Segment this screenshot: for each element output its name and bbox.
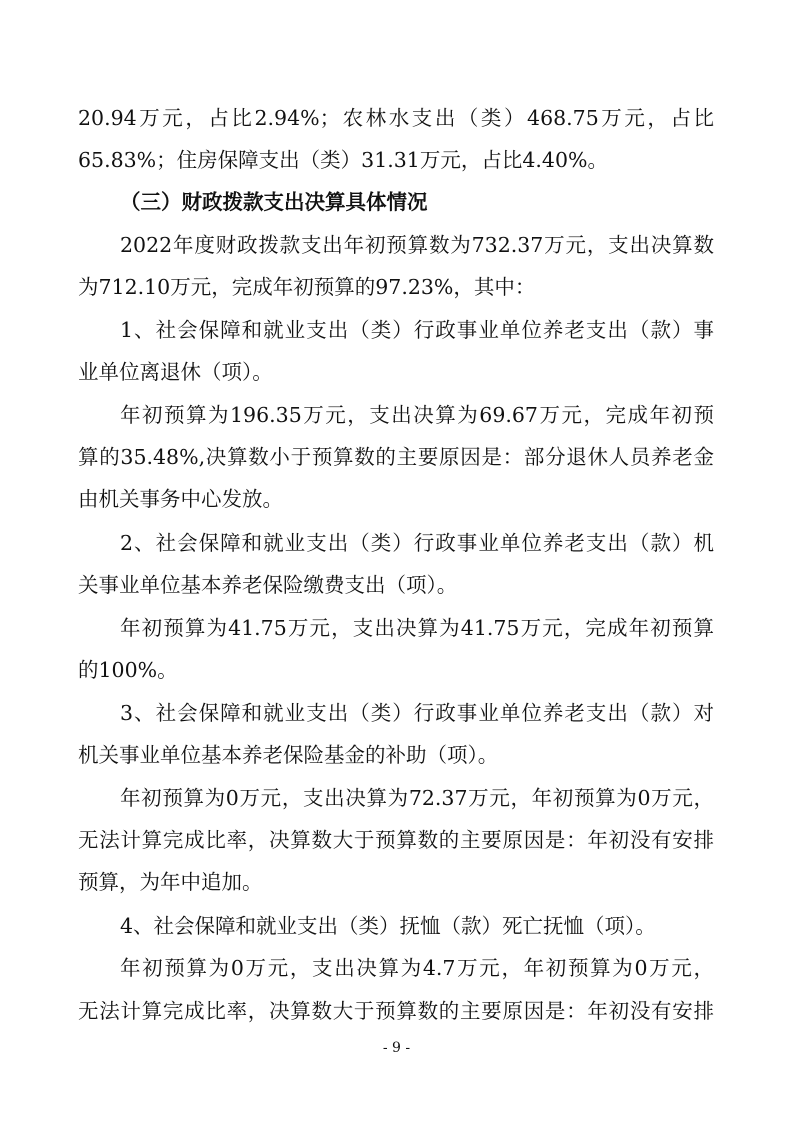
paragraph-line: 为712.10万元，完成年初预算的97.23%，其中： (78, 275, 536, 299)
section-heading: （三）财政拨款支出决算具体情况 (120, 190, 428, 214)
paragraph-line: 65.83%；住房保障支出（类）31.31万元，占比4.40%。 (78, 148, 608, 172)
paragraph-line: 2022年度财政拨款支出年初预算数为732.37万元，支出决算数 (120, 233, 714, 257)
paragraph-line: 2、社会保障和就业支出（类）行政事业单位养老支出（款）机 (120, 531, 714, 555)
paragraph-line: 业单位离退休（项）。 (78, 360, 273, 384)
paragraph-line: 年初预算为0万元，支出决算为72.37万元，年初预算为0万元， (120, 786, 714, 810)
paragraph-line: 的100%。 (78, 658, 178, 682)
paragraph-line: 年初预算为196.35万元，支出决算为69.67万元，完成年初预 (120, 403, 714, 427)
paragraph-line: 预算，为年中追加。 (78, 870, 263, 894)
page-number: - 9 - (382, 1040, 411, 1056)
paragraph-line: 3、社会保障和就业支出（类）行政事业单位养老支出（款）对 (120, 701, 714, 725)
paragraph-line: 年初预算为41.75万元，支出决算为41.75万元，完成年初预算 (120, 616, 714, 640)
paragraph-line: 算的35.48%,决算数小于预算数的主要原因是：部分退休人员养老金 (78, 445, 714, 469)
paragraph-line: 4、社会保障和就业支出（类）抚恤（款）死亡抚恤（项）。 (120, 914, 656, 938)
paragraph-line: 20.94万元，占比2.94%；农林水支出（类）468.75万元，占比 (78, 106, 714, 130)
paragraph-line: 关事业单位基本养老保险缴费支出（项）。 (78, 573, 458, 597)
paragraph-line: 由机关事务中心发放。 (78, 487, 283, 511)
paragraph-line: 无法计算完成比率，决算数大于预算数的主要原因是：年初没有安排 (78, 999, 714, 1023)
paragraph-line: 机关事业单位基本养老保险基金的补助（项）。 (78, 743, 499, 767)
paragraph-line: 1、社会保障和就业支出（类）行政事业单位养老支出（款）事 (120, 318, 714, 342)
paragraph-line: 年初预算为0万元，支出决算为4.7万元，年初预算为0万元， (120, 956, 714, 980)
paragraph-line: 无法计算完成比率，决算数大于预算数的主要原因是：年初没有安排 (78, 828, 714, 852)
